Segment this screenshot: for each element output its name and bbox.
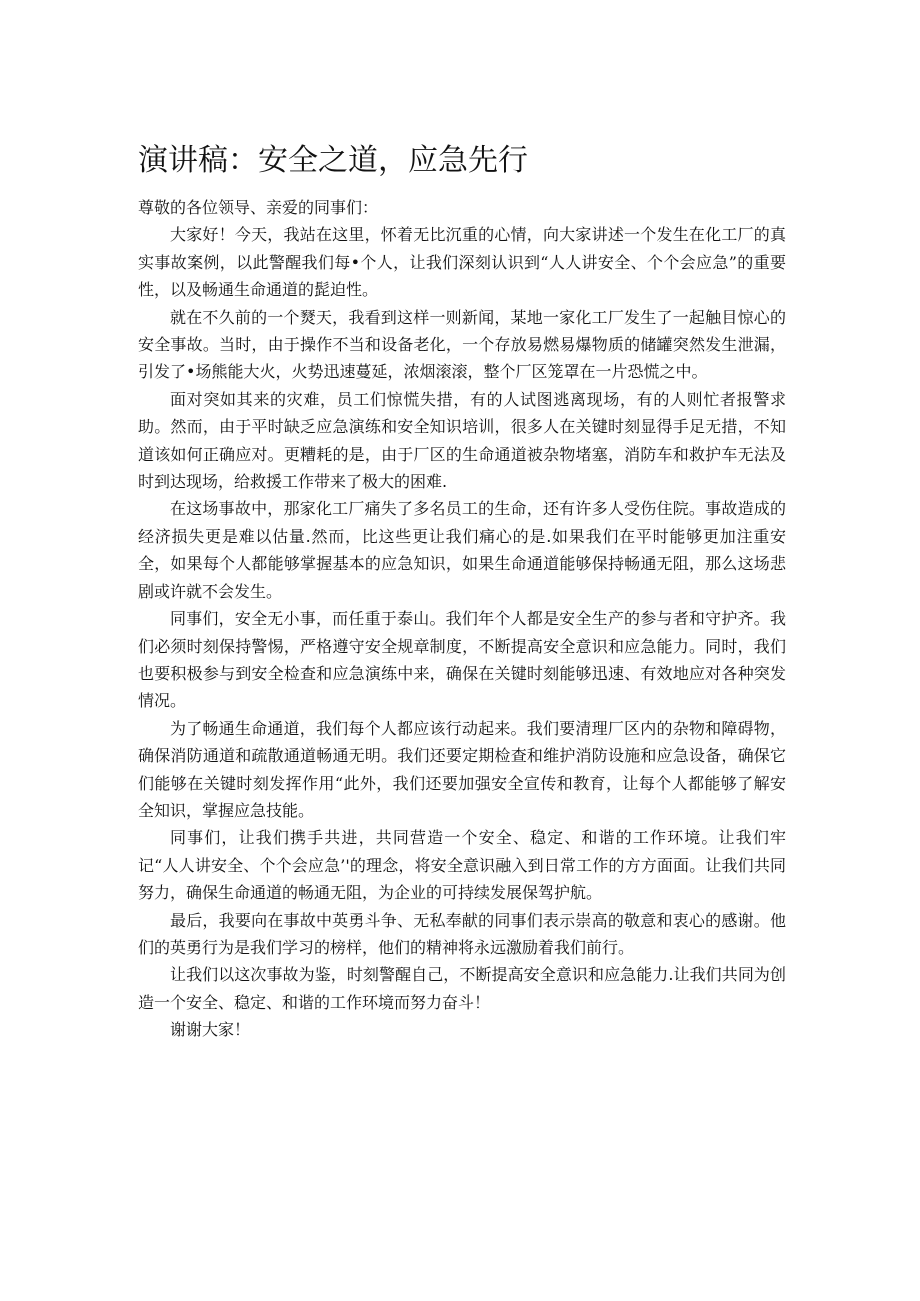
document-body [138,194,786,1044]
paragraph-7: 同事们，让我们携手共进，共同营造一个安全、稳定、和谐的工作环境。让我们牢记“人人讲安全、个个会应急’'的理念，将安全意识融入到日常工作的方方面面。让我们共同努力，确保生命通道的畅通无阻，为企业的可持续发展保驾护航。 [138,828,786,903]
salutation: 尊敬的各位领导、亲爱的同事们： [138,198,379,217]
paragraph-4: 在这场事故中，那家化工厂痛失了多名员工的生命，还有许多人受伤住院。事故造成的经济损失更是难以估量.然而，比这些更让我们痛心的是.如果我们在平时能够更加注重安全，如果每个人都能够掌握基本的应急知识，如果生命通道能够保持畅通无阻，那么这场悲剧或许就不会发生。 [138,499,786,601]
paragraph-8: 最后，我要向在事故中英勇斗争、无私奉献的同事们表示崇高的敬意和衷心的感谢。他们的英勇行为是我们学习的榜样，他们的精神将永远激励着我们前行。 [138,910,786,957]
paragraph-3: 面对突如其来的灾难，员工们惊慌失措，有的人试图逃离现场，有的人则忙者报警求助。然而，由于平时缺乏应急演练和安全知识培训，很多人在关键时刻显得手足无措，不知道该如何正确应对。更糟耗的是，由于厂区的生命通道被杂物堵塞，消防车和救护车无法及时到达现场，给救援工作带来了极大的困难. [138,389,786,492]
paragraph-2: 就在不久前的一个燹天，我看到这样一则新闻，某地一家化工厂发生了一起触目惊心的安全事故。当时，由于操作不当和设备老化，一个存放易燃易爆物质的储罐突然发生泄漏，引发了•场熊能大火，火势迅速蔓延，浓烟滚滚，整个厂区笼罩在一片恐慌之中。 [138,307,786,382]
document-title: 演讲稿：安全之道，应急先行 [138,143,528,178]
closing-line: 谢谢大家！ [170,1020,251,1040]
paragraph-5: 同事们，安全无小事，而任重于泰山。我们年个人都是安全生产的参与者和守护齐。我们必须时刻保持警惕，严格遵守安全规章制度，不断提高安全意识和应急能力。同时，我们也要积极参与到安全检查和应急演练中来，确保在关键时刻能够迅速、有效地应对各种突发情况。 [138,609,786,711]
paragraph-6: 为了畅通生命通道，我们每个人都应该行动起来。我们要清理厂区内的杂物和障碍物，确保消防通道和疏散通道畅通无明。我们还要定期检查和维护消防设施和应急设备，确保它们能够在关键时刻发挥作用“此外，我们还要加强安全宣传和教育，让每个人都能够了解安全知识，掌握应急技能。 [138,718,786,820]
paragraph-9: 让我们以这次事故为鉴，时刻警醒自己，不断提高安全意识和应急能力.让我们共同为创造一个安全、稳定、和谐的工作环境而努力奋斗！ [138,965,786,1012]
paragraph-1: 大家好！今天，我站在这里，怀着无比沉重的心情，向大家讲述一个发生在化工厂的真实事故案例，以此警醒我们每•个人，让我们深刻认识到“人人讲安全、个个会应急”的重要性，以及畅通生命通道的髭迫性。 [138,225,786,300]
